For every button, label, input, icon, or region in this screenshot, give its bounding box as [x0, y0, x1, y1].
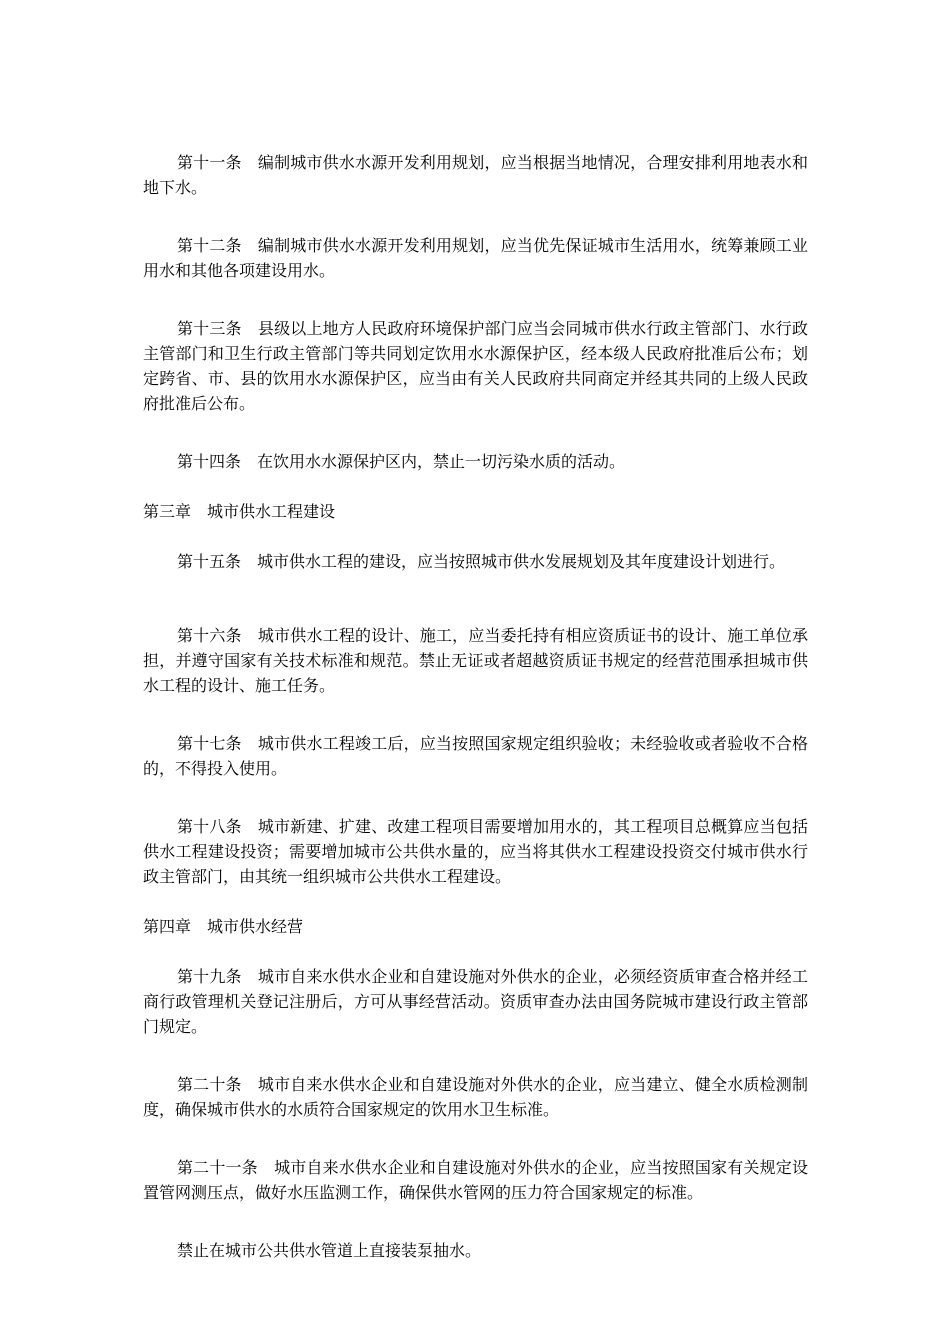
clause-text: 禁止在城市公共供水管道上直接装泵抽水。: [177, 1241, 482, 1260]
article-text: 城市供水工程的建设，应当按照城市供水发展规划及其年度建设计划进行。: [257, 552, 786, 571]
article-11: [143, 150, 808, 200]
document-page: [143, 150, 808, 1263]
article-number: 第十九条: [177, 967, 242, 986]
article-text: 城市自来水供水企业和自建设施对外供水的企业，必须经资质审查合格并经工商行政管理机关登记注册后，方可从事经营活动。资质审查办法由国务院城市建设行政主管部门规定。: [143, 967, 808, 1036]
article-number: 第十二条: [177, 236, 242, 255]
article-21-clause: [143, 1238, 808, 1263]
article-18: [143, 814, 808, 889]
chapter-3-heading: [143, 499, 808, 524]
article-21: [143, 1155, 808, 1205]
article-19: [143, 964, 808, 1039]
article-number: 第十八条: [177, 817, 242, 836]
article-number: 第十一条: [177, 153, 242, 172]
article-text: 编制城市供水水源开发利用规划，应当根据当地情况，合理安排利用地表水和地下水。: [143, 153, 808, 197]
article-16: [143, 623, 808, 698]
article-number: 第十五条: [177, 552, 242, 571]
article-13: [143, 316, 808, 416]
article-text: 编制城市供水水源开发利用规划，应当优先保证城市生活用水，统筹兼顾工业用水和其他各项建设用水。: [143, 236, 808, 280]
article-text: 城市新建、扩建、改建工程项目需要增加用水的，其工程项目总概算应当包括供水工程建设投资；需要增加城市公共供水量的，应当将其供水工程建设投资交付城市供水行政主管部门，由其统一组织城市公共供水工程建设。: [143, 817, 808, 886]
article-17: [143, 731, 808, 781]
article-number: 第十七条: [177, 734, 242, 753]
article-number: 第二十条: [177, 1075, 242, 1094]
chapter-title: 城市供水工程建设: [207, 502, 336, 521]
chapter-number: 第三章: [143, 502, 192, 521]
article-text: 城市自来水供水企业和自建设施对外供水的企业，应当建立、健全水质检测制度，确保城市供水的水质符合国家规定的饮用水卫生标准。: [143, 1075, 808, 1119]
article-number: 第二十一条: [177, 1158, 258, 1177]
article-text: 城市自来水供水企业和自建设施对外供水的企业，应当按照国家有关规定设置管网测压点，做好水压监测工作，确保供水管网的压力符合国家规定的标准。: [143, 1158, 808, 1202]
chapter-title: 城市供水经营: [207, 917, 304, 936]
article-12: [143, 233, 808, 283]
article-20: [143, 1072, 808, 1122]
article-text: 县级以上地方人民政府环境保护部门应当会同城市供水行政主管部门、水行政主管部门和卫生行政主管部门等共同划定饮用水水源保护区，经本级人民政府批准后公布；划定跨省、市、县的饮用水水源保护区，应当由有关人民政府共同商定并经其共同的上级人民政府批准后公布。: [143, 319, 808, 413]
chapter-4-heading: [143, 914, 808, 939]
article-text: 城市供水工程竣工后，应当按照国家规定组织验收；未经验收或者验收不合格的，不得投入使用。: [143, 734, 808, 778]
article-14: [143, 449, 808, 474]
article-15: [143, 549, 808, 574]
article-text: 在饮用水水源保护区内，禁止一切污染水质的活动。: [257, 452, 626, 471]
chapter-number: 第四章: [143, 917, 192, 936]
article-text: 城市供水工程的设计、施工，应当委托持有相应资质证书的设计、施工单位承担，并遵守国家有关技术标准和规范。禁止无证或者超越资质证书规定的经营范围承担城市供水工程的设计、施工任务。: [143, 626, 808, 695]
article-number: 第十三条: [177, 319, 242, 338]
article-number: 第十四条: [177, 452, 242, 471]
article-number: 第十六条: [177, 626, 242, 645]
